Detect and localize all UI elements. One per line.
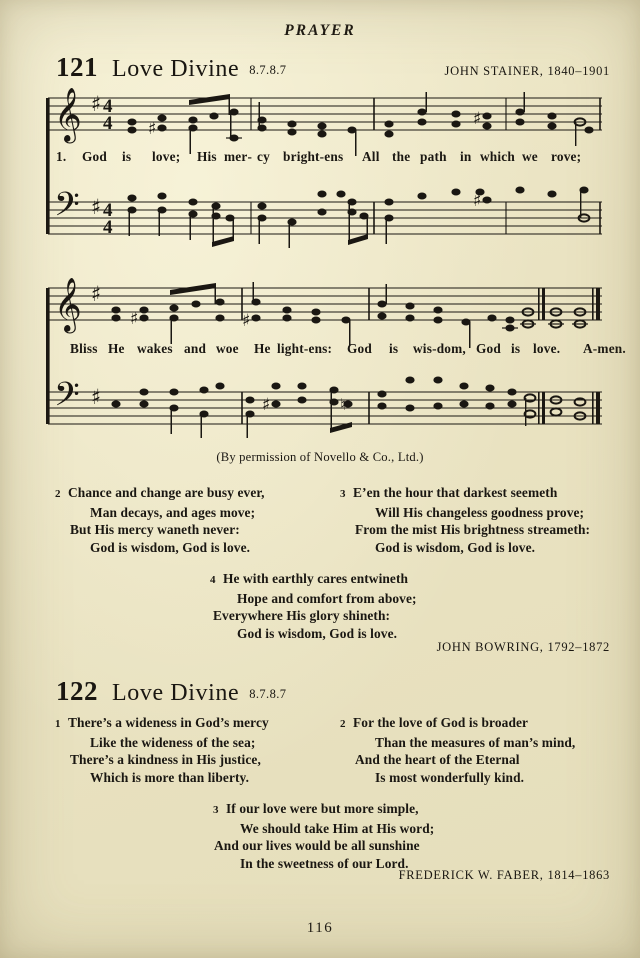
verse-number: 2: [55, 488, 61, 500]
lyric-word: wakes: [137, 341, 173, 356]
lyric-line-2: [56, 341, 626, 357]
verse-line: [210, 570, 417, 590]
treble-clef-icon: 𝄞: [54, 277, 82, 332]
svg-text:4: 4: [103, 113, 113, 134]
lyric-word: is: [389, 341, 399, 356]
lyric-word: rove;: [551, 149, 582, 164]
key-signature-sharp-icon: ♯: [91, 282, 102, 306]
verse-line: Which is more than liberty.: [90, 769, 250, 785]
music-system-1: [44, 87, 606, 265]
page-number: 116: [306, 920, 334, 936]
svg-text:4: 4: [103, 200, 113, 221]
lyric-word: bright‑ens: [283, 149, 344, 164]
verse-line-text: He with earthly cares entwineth: [223, 571, 409, 586]
lyric-word: A‑men.: [583, 341, 626, 356]
lyric-word: the: [392, 149, 411, 164]
verse-line: [213, 800, 434, 820]
lyric-word: is: [511, 341, 521, 356]
svg-text:♯: ♯: [473, 191, 482, 211]
verse-line: Is most wonderfully kind.: [375, 769, 525, 785]
verse-line: And our lives would be all sunshine: [214, 838, 420, 854]
verse-line-text: Chance and change are busy ever,: [68, 485, 265, 500]
lyric-word: cy: [257, 149, 270, 164]
hymn-122-title: Love Divine: [112, 680, 240, 706]
svg-text:♮: ♮: [340, 395, 346, 414]
music-system-2: [44, 277, 606, 455]
treble-notes-system-1: [127, 92, 593, 156]
svg-text:♯: ♯: [473, 109, 482, 129]
verse-line: In the sweetness of our Lord.: [240, 855, 409, 871]
system-2-svg: [44, 277, 606, 455]
verse-line: But His mercy waneth never:: [70, 522, 240, 538]
lyric-word: love.: [533, 341, 561, 356]
bass-notes-system-2: [111, 377, 585, 439]
hymn-121-composer: JOHN STAINER, 1840–1901: [444, 64, 610, 78]
hymn-121-verse-3: [340, 484, 591, 556]
lyric-word: light‑ens:: [277, 341, 333, 356]
hymn-121-author: JOHN BOWRING, 1792–1872: [436, 640, 610, 654]
hymn-121-number: 121: [56, 52, 98, 82]
bass-time-signature: [103, 200, 113, 238]
lyric-word: woe: [216, 341, 239, 356]
svg-text:♯: ♯: [262, 395, 271, 415]
time-signature: [103, 96, 113, 134]
lyric-word: He: [254, 341, 271, 356]
system-brace: [46, 98, 50, 234]
svg-text:♯: ♯: [148, 119, 157, 139]
lyric-word: in: [460, 149, 472, 164]
lyric-word: is: [122, 149, 132, 164]
verse-line: [340, 714, 575, 734]
verse-line: Everywhere His glory shineth:: [213, 608, 391, 624]
verse-line: Hope and comfort from above;: [237, 590, 417, 606]
bass-notes-system-1: [127, 187, 589, 249]
verse-line: God is wisdom, God is love.: [375, 539, 536, 555]
hymn-122-verse-3: [213, 800, 435, 872]
verse-line: We should take Him at His word;: [240, 820, 435, 836]
verse-line: [55, 714, 269, 734]
lyric-word: All: [362, 149, 380, 164]
lyric-word: God: [347, 341, 372, 356]
bass-key-sharp-icon: ♯: [91, 195, 102, 219]
lyric-word: path: [420, 149, 447, 164]
lyric-word: love;: [152, 149, 181, 164]
treble-clef-icon: [54, 87, 82, 144]
svg-text:𝄞: 𝄞: [54, 87, 82, 142]
verse-line-text: For the love of God is broader: [353, 715, 529, 730]
svg-text:♯: ♯: [130, 309, 139, 329]
svg-text:4: 4: [103, 217, 113, 238]
verse-line-text: E’en the hour that darkest seemeth: [353, 485, 558, 500]
hymn-122-number: 122: [56, 676, 98, 706]
verse-number: 2: [340, 718, 346, 730]
hymn-122-verse-1: [55, 714, 269, 786]
verse-line: From the mist His brightness streameth:: [355, 522, 591, 538]
bass-key-sharp-icon: ♯: [91, 385, 102, 409]
lyric-word: He: [108, 341, 125, 356]
treble-notes-system-2: [111, 282, 588, 348]
hymn-122-author: FREDERICK W. FABER, 1814–1863: [398, 868, 610, 882]
verse-number: 3: [213, 804, 219, 816]
verse-line: Than the measures of man’s mind,: [375, 734, 576, 750]
system-1-svg: [44, 87, 606, 265]
lyric-word: Bliss: [70, 341, 98, 356]
verse-line: Will His changeless goodness prove;: [375, 504, 585, 520]
lyric-word: which: [480, 149, 515, 164]
svg-text:♯: ♯: [242, 311, 251, 331]
verse-line: Man decays, and ages move;: [90, 504, 256, 520]
hymn-121-title: Love Divine: [112, 56, 240, 82]
verse-line: Like the wideness of the sea;: [90, 734, 256, 750]
lyric-word: God: [82, 149, 107, 164]
system-brace: [46, 288, 50, 424]
hymn-122-meter: 8.7.8.7: [249, 687, 287, 701]
running-head: PRAYER: [284, 22, 356, 39]
hymn-121-verse-2: [55, 484, 265, 556]
lyric-word: mer‑: [224, 149, 253, 164]
key-signature-sharp-icon: ♯: [91, 92, 102, 116]
lyric-word: we: [522, 149, 538, 164]
verse-line: God is wisdom, God is love.: [237, 625, 398, 641]
verse-number: 3: [340, 488, 346, 500]
lyric-word: His: [197, 149, 217, 164]
lyric-word: God: [476, 341, 501, 356]
hymn-122-verse-2: [340, 714, 576, 786]
verse-line: [340, 484, 590, 504]
verse-line: There’s a kindness in His justice,: [70, 752, 261, 768]
bass-clef-icon: 𝄢: [54, 186, 80, 232]
lyric-word: and: [184, 341, 207, 356]
lyric-verse-number-1: 1.: [56, 149, 67, 164]
lyric-line-1: [56, 149, 608, 165]
permission-note: (By permission of Novello & Co., Ltd.): [216, 450, 424, 464]
bass-clef-icon: 𝄢: [54, 376, 80, 422]
hymn-121-heading: [56, 52, 610, 82]
verse-line: And the heart of the Eternal: [355, 752, 520, 768]
hymn-121-verse-4: [210, 570, 417, 642]
hymn-122-heading: [56, 676, 610, 706]
hymn-121-meter: 8.7.8.7: [249, 63, 287, 77]
verse-line: [55, 484, 265, 504]
lyric-word: wis‑dom,: [413, 341, 466, 356]
verse-line: God is wisdom, God is love.: [90, 539, 251, 555]
verse-number: 4: [210, 574, 216, 586]
verse-number: 1: [55, 718, 61, 730]
verse-line-text: There’s a wideness in God’s mercy: [68, 715, 269, 730]
svg-text:4: 4: [103, 96, 113, 117]
verse-line-text: If our love were but more simple,: [226, 801, 419, 816]
